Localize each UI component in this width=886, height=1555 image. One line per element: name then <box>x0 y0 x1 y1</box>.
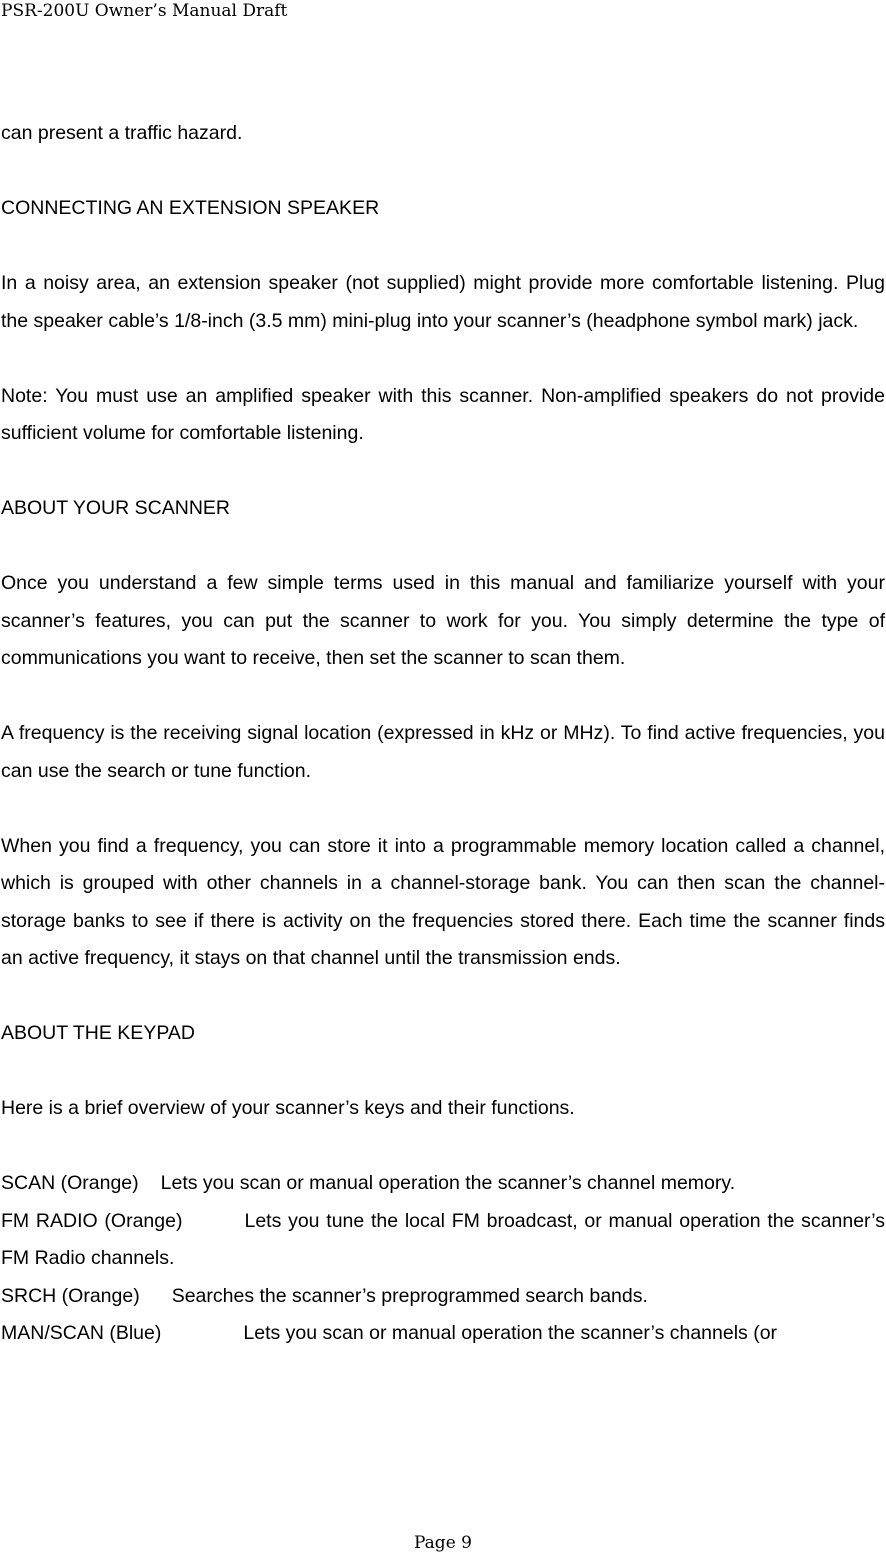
key-label: MAN/SCAN (Blue) <box>1 1322 162 1344</box>
heading-about-scanner: ABOUT YOUR SCANNER <box>1 497 230 519</box>
key-label: FM RADIO (Orange) <box>1 1209 183 1232</box>
key-label: SCAN (Orange) <box>1 1172 139 1194</box>
page-number: Page 9 <box>414 1533 472 1553</box>
key-description: Lets you scan or manual operation the scanner’s channel memory. <box>160 1172 736 1194</box>
key-item-srch <box>1 1278 885 1316</box>
key-label: SRCH (Orange) <box>1 1284 140 1307</box>
page-header: PSR-200U Owner’s Manual Draft <box>1 1 288 21</box>
paragraph-keypad-intro: Here is a brief overview of your scanner’s keys and their functions. <box>1 1097 575 1119</box>
heading-extension-speaker: CONNECTING AN EXTENSION SPEAKER <box>1 197 380 219</box>
key-description: Lets you tune the local FM broadcast, or manual operation the scanner’s FM Radio channels. <box>1 1209 886 1269</box>
heading-about-keypad: ABOUT THE KEYPAD <box>1 1022 195 1044</box>
paragraph-about-scanner-3: When you find a frequency, you can store it into a programmable memory location called a channel, which is grouped with other channels in a channel-storage bank. You can then scan the channel-storage banks to see if there is activity on the frequencies stored there. Each time the scanner finds an active frequency, it stays on that channel until the transmission ends. <box>1 834 885 969</box>
key-description: Lets you scan or manual operation the scanner’s channels (or <box>243 1322 778 1344</box>
key-item-fm-radio <box>1 1203 885 1278</box>
paragraph-about-scanner-2: A frequency is the receiving signal location (expressed in kHz or MHz). To find active frequencies, you can use the search or tune function. <box>1 722 885 782</box>
manual-body <box>1 115 885 1353</box>
key-list <box>1 1165 885 1353</box>
paragraph-extension-speaker: In a noisy area, an extension speaker (not supplied) might provide more comfortable listening. Plug the speaker cable’s 1/8-inch (3.5 mm) mini-plug into your scanner’s (headphone symbol mark) jack. <box>1 272 885 332</box>
paragraph-continued: can present a traffic hazard. <box>1 122 243 144</box>
paragraph-note: Note: You must use an amplified speaker with this scanner. Non-amplified speakers do not provide sufficient volume for comfortable listening. <box>1 384 885 444</box>
paragraph-about-scanner-1: Once you understand a few simple terms used in this manual and familiarize yourself with your scanner’s features, you can put the scanner to work for you. You simply determine the type of communications you want to receive, then set the scanner to scan them. <box>1 572 885 669</box>
key-item-man-scan <box>1 1315 885 1353</box>
key-description: Searches the scanner’s preprogrammed search bands. <box>171 1284 648 1307</box>
key-item-scan <box>1 1165 885 1203</box>
